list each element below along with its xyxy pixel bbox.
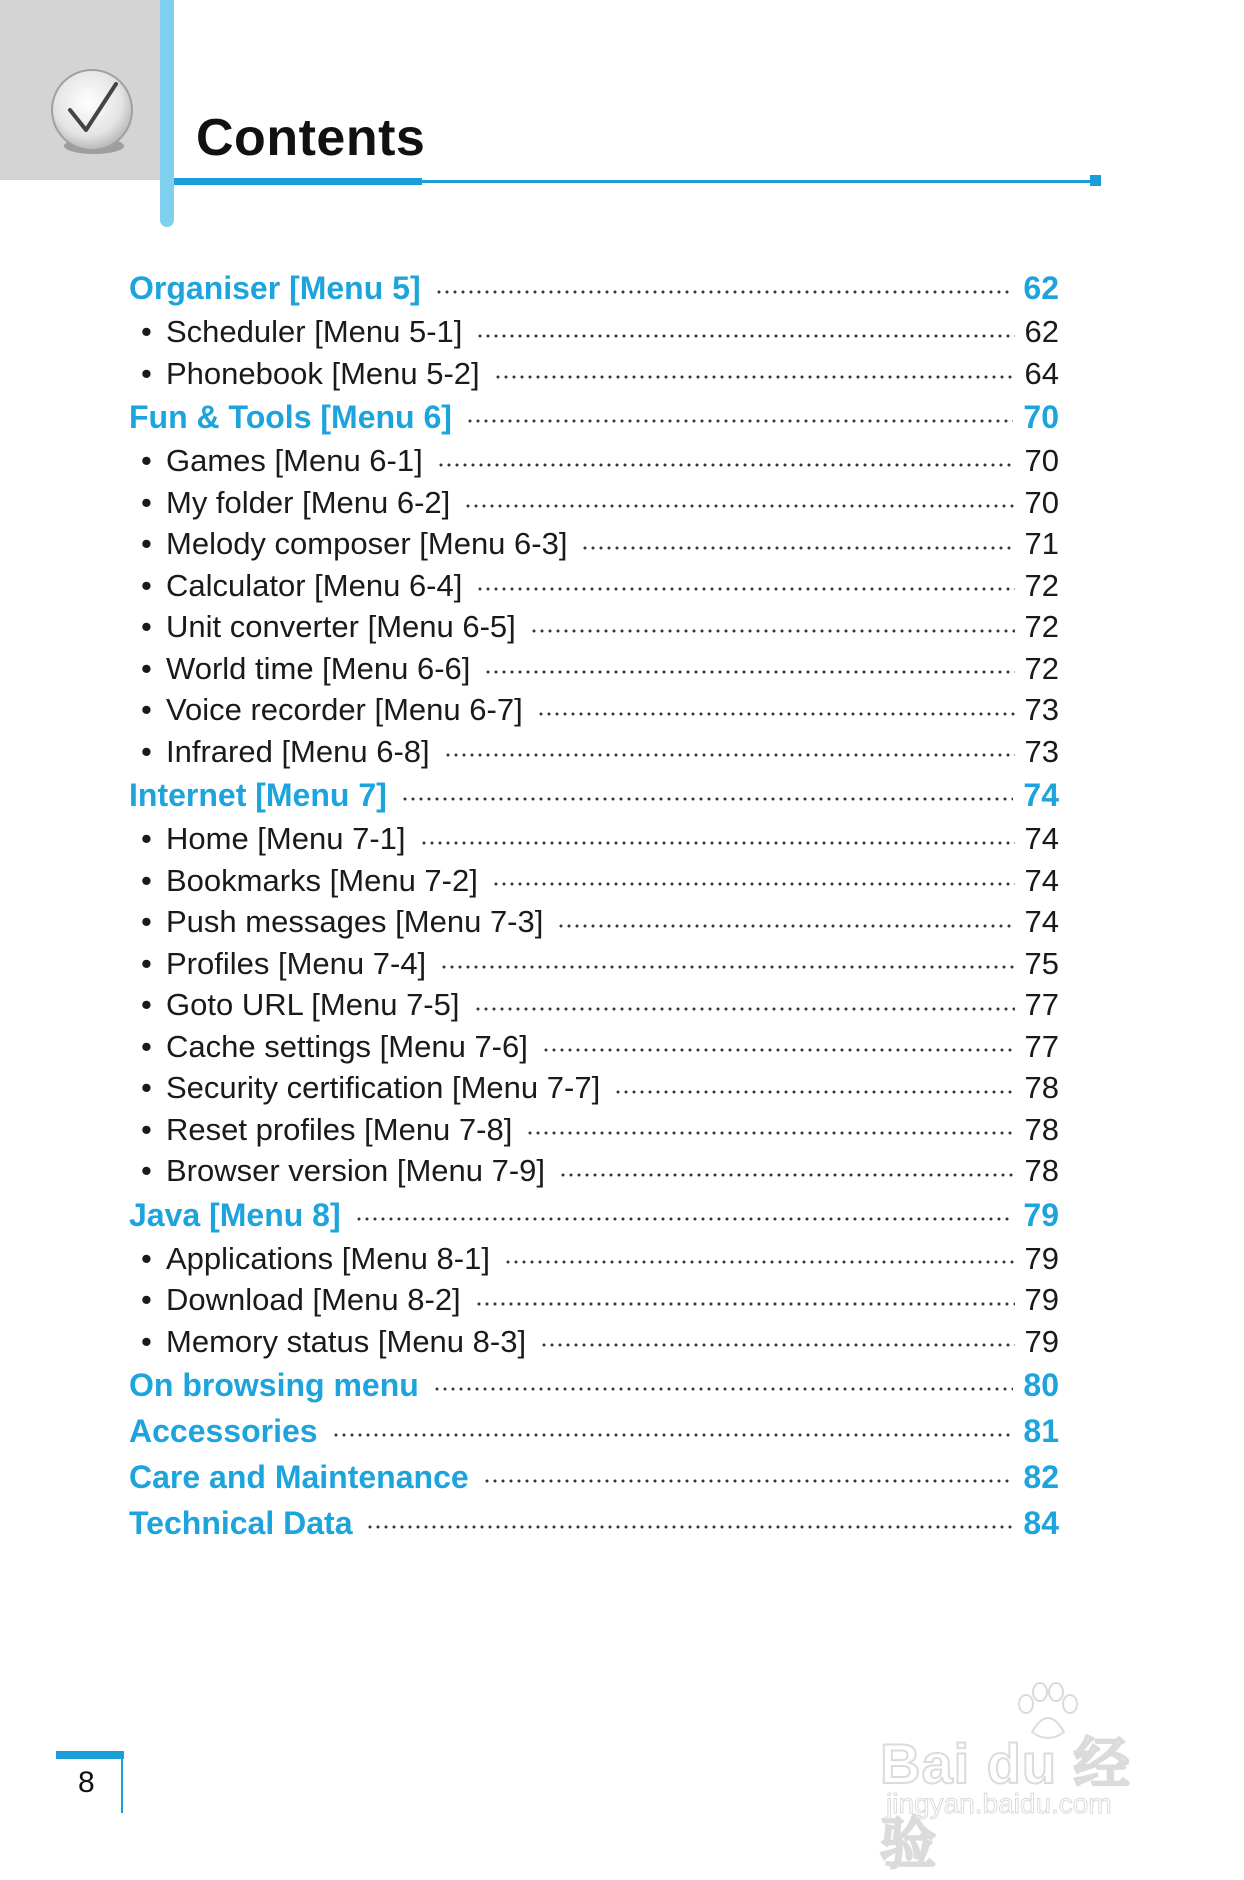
dot-leader xyxy=(557,924,1014,928)
dot-leader xyxy=(475,1302,1015,1306)
dot-leader xyxy=(476,587,1014,591)
toc-item xyxy=(129,1109,1059,1151)
toc-section-title: Technical Data xyxy=(129,1505,353,1541)
toc-item-page: 71 xyxy=(1024,526,1059,561)
toc-section-page: 62 xyxy=(1023,270,1059,306)
toc-item-page: 74 xyxy=(1024,821,1059,856)
dot-leader xyxy=(440,965,1014,969)
bullet-icon: • xyxy=(141,484,152,520)
toc-item xyxy=(129,901,1059,943)
toc-item xyxy=(129,648,1059,690)
toc-item xyxy=(129,984,1059,1026)
toc-item-label: Infrared [Menu 6-8] xyxy=(166,733,430,769)
toc-item-label: Goto URL [Menu 7-5] xyxy=(166,987,460,1022)
bullet-icon: • xyxy=(141,1070,152,1105)
dot-leader xyxy=(542,1048,1015,1052)
watermark-url: jingyan.baidu.com xyxy=(886,1788,1112,1819)
toc-item-page: 70 xyxy=(1024,484,1059,520)
bullet-icon: • xyxy=(141,314,152,349)
toc-item-label: World time [Menu 6-6] xyxy=(166,650,471,686)
bullet-icon: • xyxy=(141,692,152,727)
toc-item-page: 78 xyxy=(1024,1070,1059,1105)
dot-leader xyxy=(476,334,1014,338)
dot-leader xyxy=(444,753,1015,757)
dot-leader xyxy=(435,290,1014,294)
toc-item-label: Memory status [Menu 8-3] xyxy=(166,1323,527,1359)
watermark xyxy=(880,1680,1180,1875)
toc-section-page: 81 xyxy=(1023,1413,1059,1449)
dot-leader xyxy=(332,1433,1014,1437)
toc-item xyxy=(129,943,1059,985)
dot-leader xyxy=(401,797,1014,801)
toc-item-page: 78 xyxy=(1024,1153,1059,1188)
toc-item xyxy=(129,689,1059,731)
bullet-icon: • xyxy=(141,733,152,769)
dot-leader xyxy=(437,463,1015,467)
table-of-contents xyxy=(129,265,1059,1546)
toc-item-page: 77 xyxy=(1024,987,1059,1022)
bullet-icon: • xyxy=(141,1240,152,1276)
toc-section-page: 74 xyxy=(1023,777,1059,813)
bullet-icon: • xyxy=(141,650,152,686)
toc-item-page: 72 xyxy=(1024,609,1059,644)
toc-section xyxy=(129,772,1059,818)
toc-item xyxy=(129,1026,1059,1068)
toc-item-label: Unit converter [Menu 6-5] xyxy=(166,609,516,644)
toc-item xyxy=(129,606,1059,648)
bullet-icon: • xyxy=(141,945,152,981)
dot-leader xyxy=(433,1387,1014,1391)
toc-item-page: 72 xyxy=(1024,650,1059,686)
watermark-brand: Bai du 经验 xyxy=(880,1732,1131,1875)
toc-section-page: 82 xyxy=(1023,1459,1059,1495)
toc-item-page: 72 xyxy=(1024,567,1059,603)
toc-item-label: Cache settings [Menu 7-6] xyxy=(166,1028,528,1064)
toc-item xyxy=(129,1321,1059,1363)
toc-item xyxy=(129,482,1059,524)
toc-section-title: Fun & Tools [Menu 6] xyxy=(129,399,452,435)
toc-item xyxy=(129,731,1059,773)
page-number: 8 xyxy=(78,1766,95,1799)
toc-item-label: Games [Menu 6-1] xyxy=(166,443,423,478)
bullet-icon: • xyxy=(141,862,152,898)
toc-section-page: 79 xyxy=(1023,1196,1059,1233)
toc-item xyxy=(129,353,1059,395)
bullet-icon: • xyxy=(141,443,152,478)
bullet-icon: • xyxy=(141,987,152,1022)
bullet-icon: • xyxy=(141,1282,152,1317)
toc-item-label: My folder [Menu 6-2] xyxy=(166,484,451,520)
toc-section xyxy=(129,1408,1059,1454)
dot-leader xyxy=(484,670,1014,674)
toc-item-page: 79 xyxy=(1024,1323,1059,1359)
bullet-icon: • xyxy=(141,609,152,644)
toc-item-page: 79 xyxy=(1024,1240,1059,1276)
bullet-icon: • xyxy=(141,355,152,391)
dot-leader xyxy=(464,504,1014,508)
title-rule-accent xyxy=(174,178,422,185)
header-accent-bar xyxy=(160,0,174,227)
dot-leader xyxy=(494,375,1015,379)
dot-leader xyxy=(581,546,1014,550)
toc-section-title: On browsing menu xyxy=(129,1367,419,1403)
corner-tab xyxy=(0,0,160,180)
title-rule-end xyxy=(1090,175,1101,186)
dot-leader xyxy=(559,1173,1014,1177)
dot-leader xyxy=(466,419,1013,423)
toc-item-page: 75 xyxy=(1024,945,1059,981)
toc-item-page: 74 xyxy=(1024,862,1059,898)
page-title: Contents xyxy=(196,109,426,167)
footer-bar xyxy=(56,1751,124,1759)
bullet-icon: • xyxy=(141,1028,152,1064)
toc-section xyxy=(129,394,1059,440)
toc-item-page: 77 xyxy=(1024,1028,1059,1064)
dot-leader xyxy=(366,1525,1013,1529)
toc-section-title: Accessories xyxy=(129,1413,318,1449)
toc-item-page: 73 xyxy=(1024,733,1059,769)
dot-leader xyxy=(540,1343,1014,1347)
toc-section-title: Care and Maintenance xyxy=(129,1459,469,1495)
toc-section xyxy=(129,1192,1059,1238)
toc-item xyxy=(129,440,1059,482)
toc-section-title: Internet [Menu 7] xyxy=(129,777,387,813)
toc-item-label: Push messages [Menu 7-3] xyxy=(166,904,544,939)
toc-item-label: Download [Menu 8-2] xyxy=(166,1282,461,1317)
bullet-icon: • xyxy=(141,567,152,603)
checkmark-icon xyxy=(44,66,140,162)
dot-leader xyxy=(537,712,1015,716)
bullet-icon: • xyxy=(141,1111,152,1147)
toc-section-page: 70 xyxy=(1023,399,1059,435)
dot-leader xyxy=(355,1217,1014,1221)
toc-item xyxy=(129,1150,1059,1192)
toc-item xyxy=(129,818,1059,860)
bullet-icon: • xyxy=(141,821,152,856)
toc-item xyxy=(129,523,1059,565)
dot-leader xyxy=(483,1479,1014,1483)
toc-item xyxy=(129,1067,1059,1109)
dot-leader xyxy=(492,882,1015,886)
toc-item-label: Home [Menu 7-1] xyxy=(166,821,406,856)
footer-line xyxy=(121,1751,123,1813)
dot-leader xyxy=(526,1131,1014,1135)
toc-item xyxy=(129,311,1059,353)
toc-item-label: Applications [Menu 8-1] xyxy=(166,1240,490,1276)
bullet-icon: • xyxy=(141,526,152,561)
toc-item-label: Melody composer [Menu 6-3] xyxy=(166,526,568,561)
dot-leader xyxy=(504,1260,1015,1264)
bullet-icon: • xyxy=(141,1153,152,1188)
toc-item-page: 73 xyxy=(1024,692,1059,727)
toc-section xyxy=(129,1500,1059,1546)
toc-section-title: Java [Menu 8] xyxy=(129,1196,341,1233)
toc-item-label: Bookmarks [Menu 7-2] xyxy=(166,862,478,898)
toc-item-label: Security certification [Menu 7-7] xyxy=(166,1070,601,1105)
toc-item xyxy=(129,1238,1059,1280)
dot-leader xyxy=(614,1090,1014,1094)
toc-item-page: 79 xyxy=(1024,1282,1059,1317)
toc-section xyxy=(129,1454,1059,1500)
bullet-icon: • xyxy=(141,904,152,939)
toc-item-label: Profiles [Menu 7-4] xyxy=(166,945,427,981)
toc-item-label: Voice recorder [Menu 6-7] xyxy=(166,692,523,727)
toc-item-page: 70 xyxy=(1024,443,1059,478)
toc-item-label: Reset profiles [Menu 7-8] xyxy=(166,1111,513,1147)
bullet-icon: • xyxy=(141,1323,152,1359)
dot-leader xyxy=(474,1007,1015,1011)
toc-item-label: Scheduler [Menu 5-1] xyxy=(166,314,463,349)
toc-item-label: Browser version [Menu 7-9] xyxy=(166,1153,546,1188)
toc-item xyxy=(129,565,1059,607)
toc-item-label: Phonebook [Menu 5-2] xyxy=(166,355,480,391)
dot-leader xyxy=(530,629,1015,633)
toc-section xyxy=(129,265,1059,311)
toc-item-page: 64 xyxy=(1024,355,1059,391)
toc-section-page: 84 xyxy=(1023,1505,1059,1541)
toc-item xyxy=(129,860,1059,902)
toc-item-label: Calculator [Menu 6-4] xyxy=(166,567,463,603)
toc-section-page: 80 xyxy=(1023,1367,1059,1403)
toc-section xyxy=(129,1362,1059,1408)
toc-item-page: 74 xyxy=(1024,904,1059,939)
toc-item-page: 78 xyxy=(1024,1111,1059,1147)
toc-item xyxy=(129,1279,1059,1321)
dot-leader xyxy=(420,841,1015,845)
toc-item-page: 62 xyxy=(1024,314,1059,349)
toc-section-title: Organiser [Menu 5] xyxy=(129,270,421,306)
